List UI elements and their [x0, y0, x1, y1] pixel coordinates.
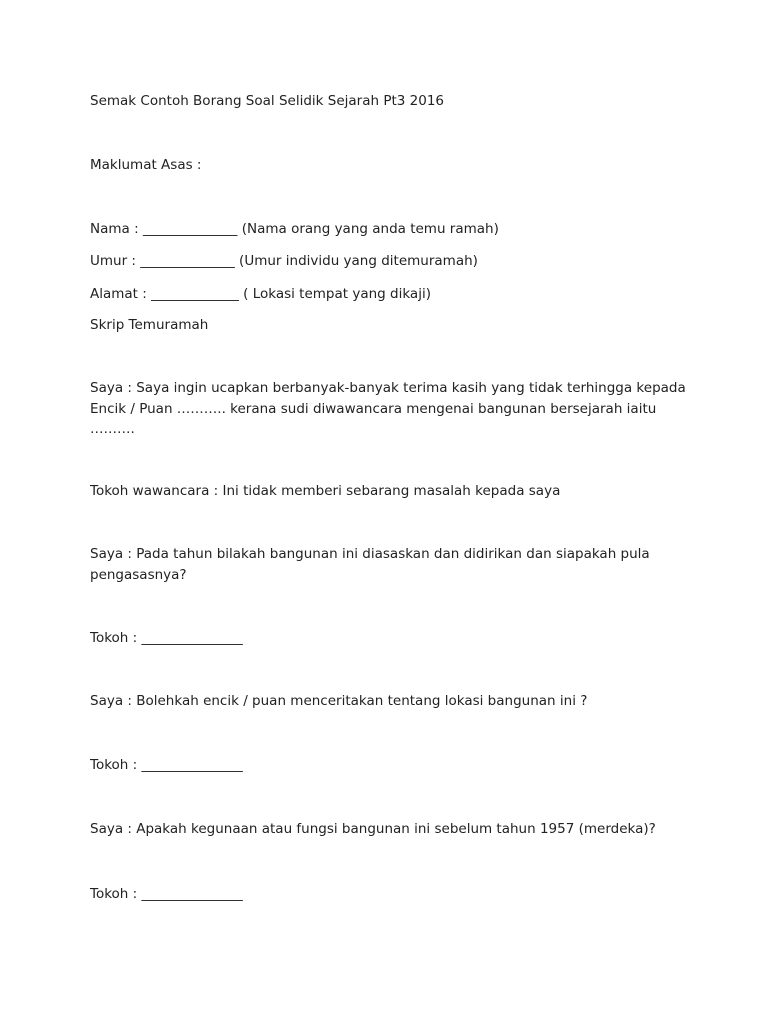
basic-info-heading: Maklumat Asas :: [90, 157, 202, 173]
document-title: Semak Contoh Borang Soal Selidik Sejarah Pt3 2016: [90, 93, 444, 109]
dialogue-tokoh-response: Tokoh wawancara : Ini tidak memberi sebarang masalah kepada saya: [90, 483, 561, 499]
dialogue-tokoh-answer-blank: Tokoh : _______________: [90, 757, 243, 773]
address-field-line: Alamat : _____________ ( Lokasi tempat yang dikaji): [90, 286, 431, 302]
name-field-line: Nama : ______________ (Nama orang yang anda temu ramah): [90, 221, 499, 237]
interview-script-heading: Skrip Temuramah: [90, 317, 209, 333]
dialogue-saya-opening: Saya : Saya ingin ucapkan berbanyak-banyak terima kasih yang tidak terhingga kepada Encik / Puan ……….. kerana sudi diwawancara mengenai bangunan bersejarah iaitu ……….: [90, 380, 691, 437]
dialogue-saya-question-function: Saya : Apakah kegunaan atau fungsi bangunan ini sebelum tahun 1957 (merdeka)?: [90, 821, 656, 837]
dialogue-tokoh-answer-blank: Tokoh : _______________: [90, 630, 243, 646]
dialogue-saya-question-founding: Saya : Pada tahun bilakah bangunan ini diasaskan dan didirikan dan siapakah pula pengasasnya?: [90, 546, 654, 583]
dialogue-saya-question-location: Saya : Bolehkah encik / puan menceritakan tentang lokasi bangunan ini ?: [90, 693, 588, 709]
dialogue-tokoh-answer-blank: Tokoh : _______________: [90, 886, 243, 902]
age-field-line: Umur : ______________ (Umur individu yang ditemuramah): [90, 253, 478, 269]
